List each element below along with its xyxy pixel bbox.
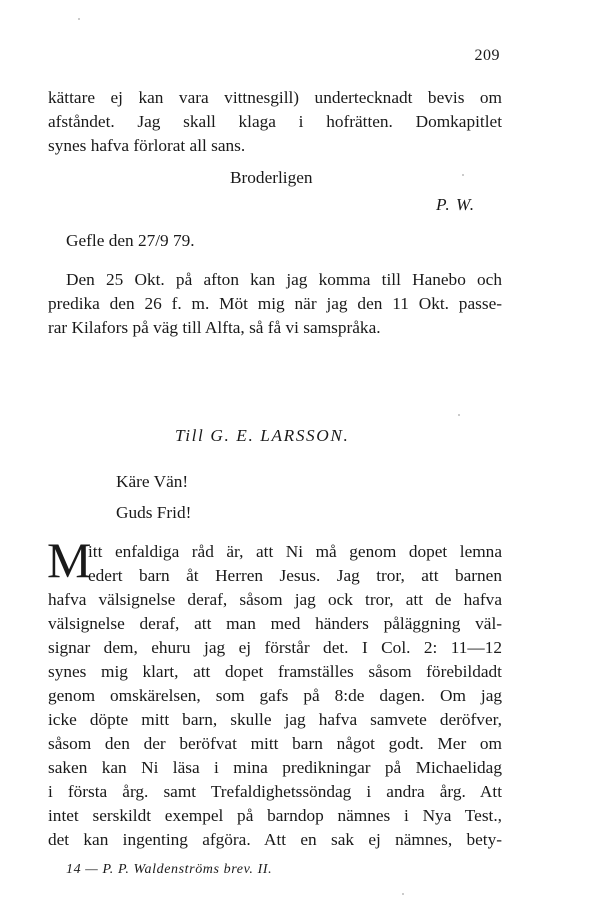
- body-line: signar dem, ehuru jag ej förstår det. I Col. 2: 11—12: [48, 638, 502, 657]
- body-line: såsom den der beröfvat mitt barn något godt. Mer om: [48, 734, 502, 753]
- postscript-line: rar Kilafors på väg till Alfta, så få vi samspråka.: [48, 318, 381, 337]
- salutation: Käre Vän!: [116, 472, 189, 491]
- scan-speck: [402, 893, 404, 895]
- postscript-line: predika den 26 f. m. Möt mig när jag den 11 Okt. passe-: [48, 294, 502, 313]
- postscript-line: Den 25 Okt. på afton kan jag komma till Hanebo och: [66, 270, 502, 289]
- body-line: itt enfaldiga råd är, att Ni må genom dopet lemna: [88, 542, 502, 561]
- scan-speck: [462, 174, 464, 176]
- body-line: intet serskildt exempel på barndop nämnes i Nya Test.,: [48, 806, 502, 825]
- body-line: hafva välsignelse deraf, såsom jag ock tror, att de hafva: [48, 590, 502, 609]
- body-line: saken kan Ni läsa i mina predikningar på Michaelidag: [48, 758, 502, 777]
- body-line: edert barn åt Herren Jesus. Jag tror, att barnen: [88, 566, 502, 585]
- closing: Broderligen: [230, 168, 313, 187]
- place-date: Gefle den 27/9 79.: [66, 231, 195, 250]
- body-line: synes mig klart, att dopet framställes såsom förebildadt: [48, 662, 502, 681]
- body-line: icke döpte mitt barn, skulle jag hafva samvete deröfver,: [48, 710, 502, 729]
- letter-heading: Till G. E. LARSSON.: [175, 426, 350, 445]
- body-line: välsignelse deraf, att man med händers påläggning väl-: [48, 614, 502, 633]
- greeting: Guds Frid!: [116, 503, 192, 522]
- scan-speck: [78, 18, 80, 20]
- drop-cap: M: [47, 532, 92, 588]
- page-number: 209: [474, 47, 500, 64]
- signature: P. W.: [436, 195, 476, 214]
- body-line: afståndet. Jag skall klaga i hofrätten. Domkapitlet: [48, 112, 502, 131]
- body-line: i första årg. samt Trefaldighetssöndag i andra årg. Att: [48, 782, 502, 801]
- body-line: det kan ingenting afgöra. Att en sak ej nämnes, bety-: [48, 830, 502, 849]
- body-line: kättare ej kan vara vittnesgill) undertecknadt bevis om: [48, 88, 502, 107]
- scan-speck: [458, 414, 460, 416]
- signature-mark: 14 — P. P. Waldenströms brev. II.: [66, 862, 273, 877]
- body-line: synes hafva förlorat all sans.: [48, 136, 246, 155]
- body-line: genom omskärelsen, som gafs på 8:de dagen. Om jag: [48, 686, 502, 705]
